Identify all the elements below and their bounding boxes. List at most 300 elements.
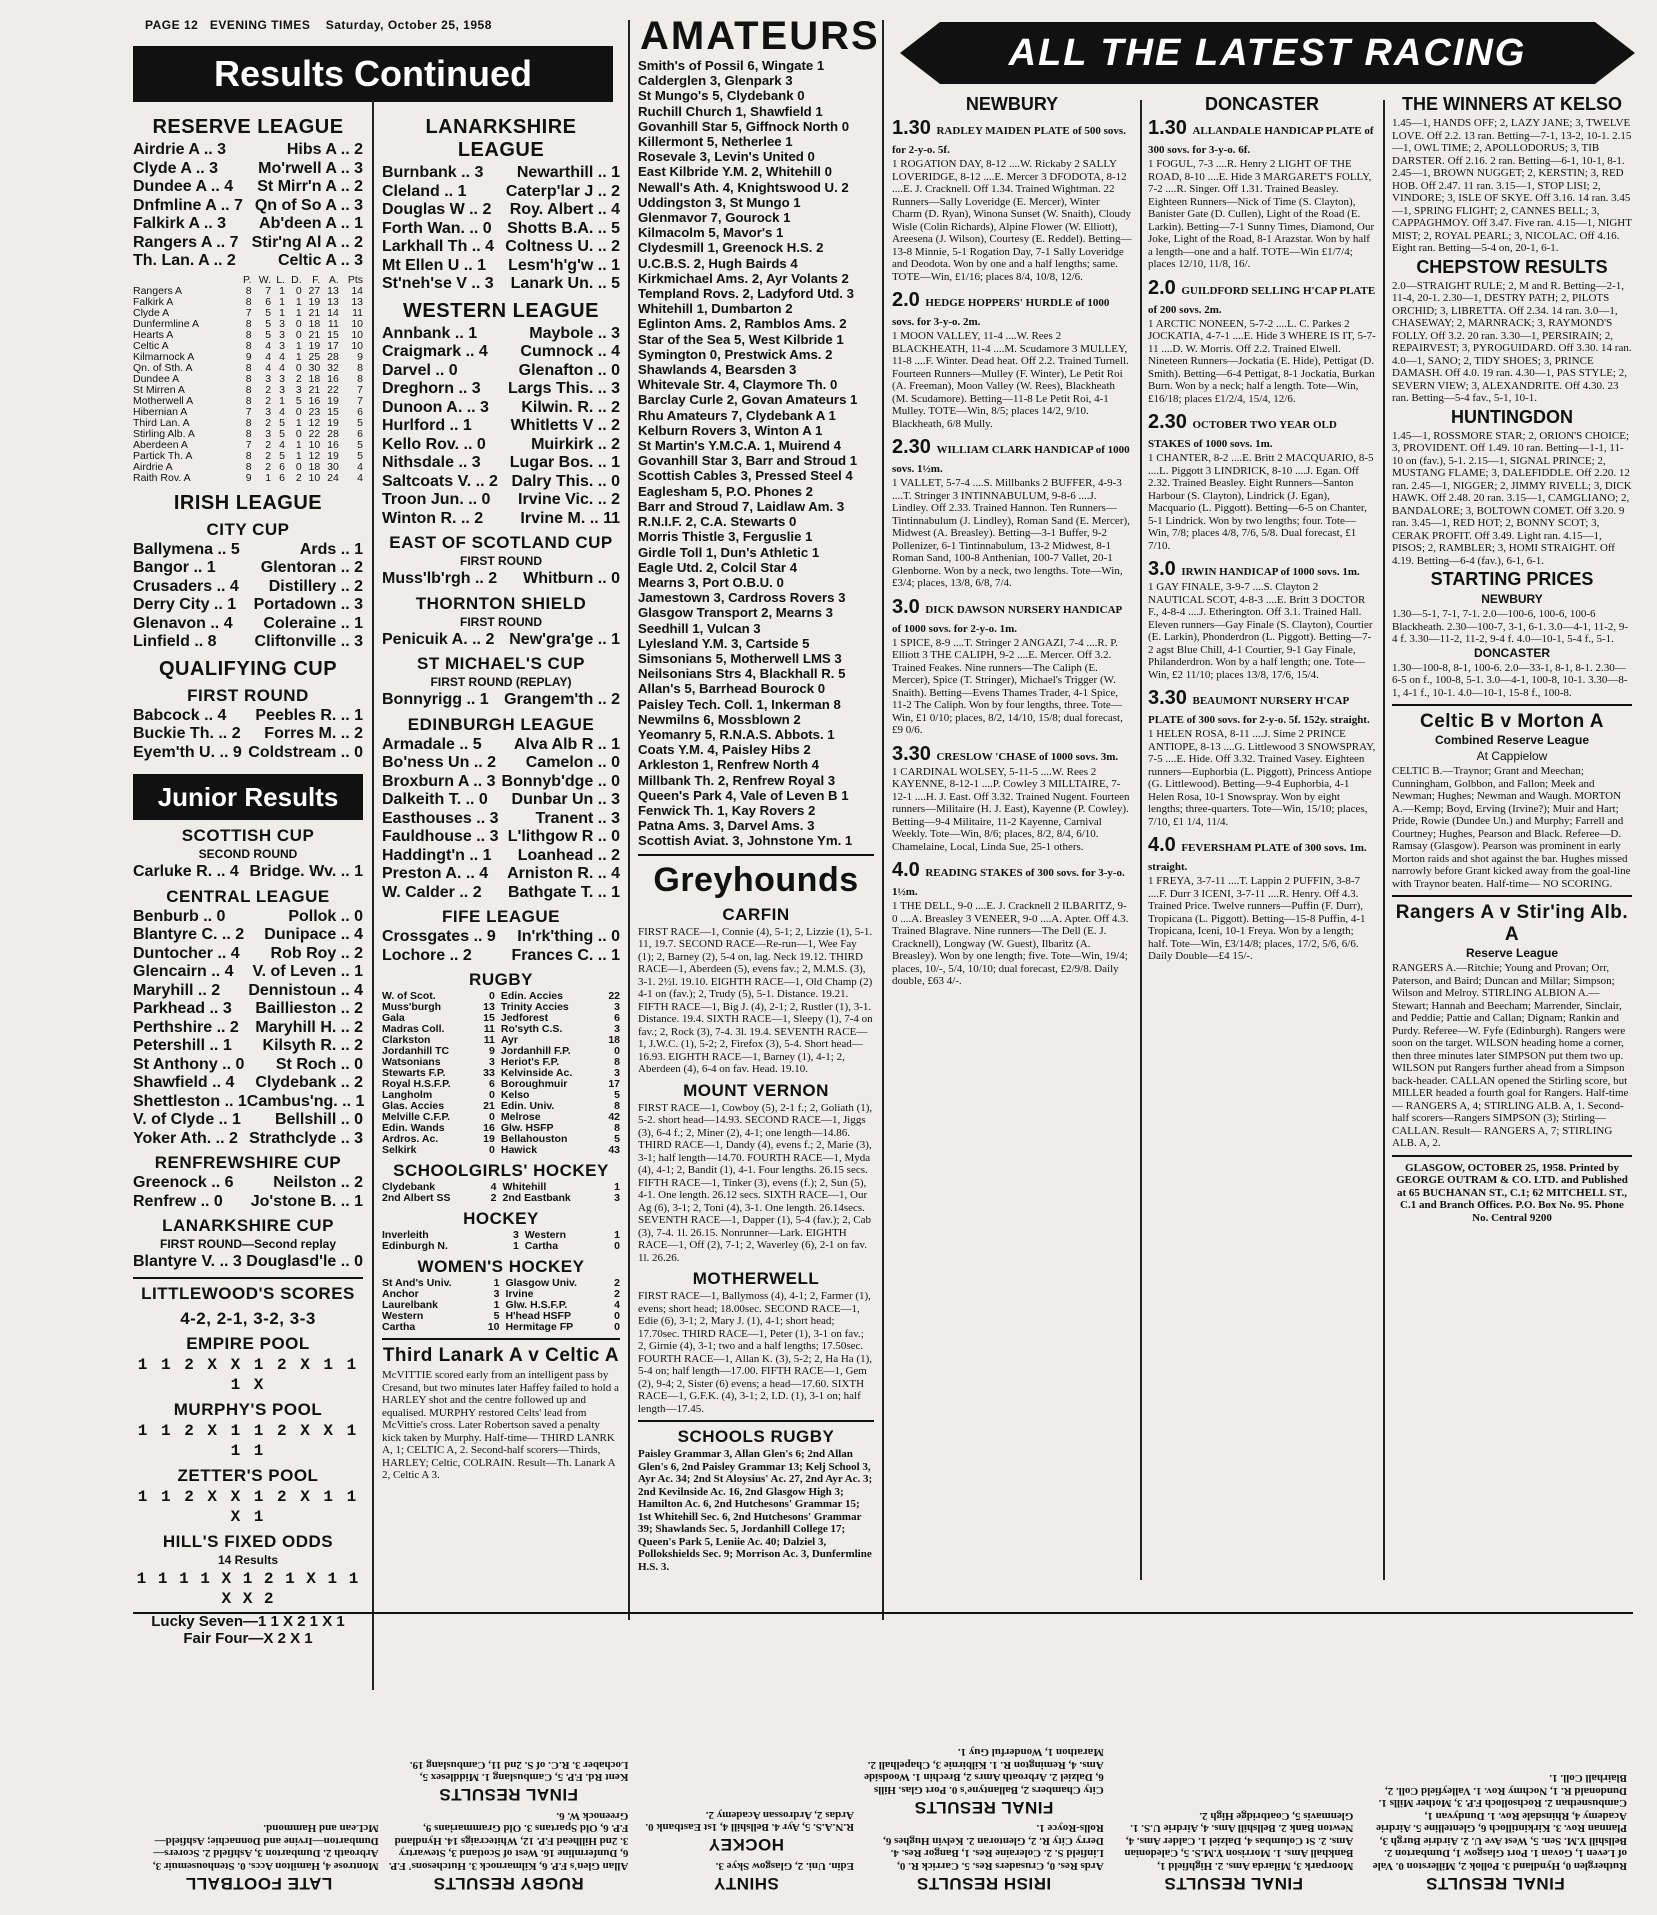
away-team: Distillery .. 2: [268, 577, 363, 595]
table-cell: 1: [279, 295, 285, 308]
away-team: Neilston .. 2: [273, 1174, 363, 1191]
table-cell: 1: [279, 306, 285, 319]
irish-league-results: [133, 541, 363, 652]
result-row: [382, 773, 620, 792]
table-cell: 4: [279, 438, 285, 451]
table-cell: 15: [327, 328, 339, 341]
home-team: Preston A. .. 4: [382, 865, 489, 882]
edinburgh-league-results: [382, 736, 620, 903]
stop-col-5: [389, 1620, 629, 1898]
away-team: Trinity Accies: [500, 1001, 569, 1013]
away-team: Caterp'lar J .. 2: [505, 182, 620, 200]
result-row: [133, 615, 363, 634]
home-score: 21: [483, 1100, 495, 1112]
amateur-result: St Martin's Y.M.C.A. 1, Muirend 4: [638, 438, 841, 454]
result-row: [382, 1241, 620, 1252]
table-cell: 8: [245, 460, 252, 473]
home-team: Douglas W .. 2: [382, 201, 492, 218]
home-score: 1: [493, 1277, 500, 1289]
home-team: Clarkston: [382, 1034, 431, 1046]
table-cell: 22: [308, 427, 321, 440]
away-team: Hibs A .. 2: [286, 141, 363, 158]
home-score: 11: [483, 1034, 495, 1046]
result-row: [382, 570, 620, 589]
sp-doncaster-title: DONCASTER: [1473, 645, 1550, 660]
home-team: Buckie Th. .. 2: [133, 725, 241, 742]
amateur-result: Simsonians 5, Motherwell LMS 3: [638, 650, 842, 666]
away-score: 5: [614, 1133, 620, 1145]
column-newbury: [892, 92, 1132, 1612]
race-report: 1 SPICE, 8-9 ....T. Stringer 2 ANGAZI, 7-4 ....R. P. Elliott 3 THE CALIPH, 9-2 ....E. Mercer. Off 3.2. Trained Feakes. Nine runners—The Caliph (E. Mercer), Spice (T. Stringer), Michael's Trigger (W. Snaith). Betting—Evens Thames Trader, 4-1 Spice, 11-2 The Caliph. Won by four lengths, three. Tote—Win, £1 0/10; places, 8/2, 14/10, 15/8; dual forecast, £9 0/6.: [892, 636, 1123, 736]
home-team: Stewarts F.P.: [382, 1067, 446, 1079]
result-row: [133, 252, 363, 271]
table-cell: 3: [279, 317, 285, 330]
result-row: [133, 215, 363, 234]
amateur-result: Rosevale 3, Levin's United 0: [638, 149, 815, 165]
result-row: [133, 1037, 363, 1056]
result-row: [382, 1322, 620, 1333]
result-row: [133, 578, 363, 597]
racing-banner-text: ALL THE LATEST RACING: [1008, 32, 1527, 74]
home-team: Haddingt'n .. 1: [382, 846, 492, 864]
table-cell: 13: [351, 295, 363, 308]
away-team: New'gra'ge .. 1: [509, 630, 620, 648]
home-team: Dundee A .. 4: [133, 178, 234, 195]
page-number: PAGE 12: [145, 18, 199, 32]
table-cell: 0: [295, 405, 302, 418]
amateur-result: Lylesland Y.M. 3, Cartside 5: [638, 635, 810, 651]
zetter-pool-title: ZETTER'S POOL: [177, 1465, 319, 1485]
table-cell: Kilmarnock A: [133, 350, 195, 363]
amateur-result: Rhu Amateurs 7, Clydebank A 1: [638, 407, 836, 423]
home-team: Penicuik A. .. 2: [382, 630, 495, 648]
away-team: Maybole .. 3: [529, 324, 620, 342]
home-team: Linfield .. 8: [133, 633, 217, 650]
home-team: St Anthony .. 0: [133, 1055, 245, 1073]
away-team: Coleraine .. 1: [263, 614, 363, 632]
race-time: 3.0: [1148, 558, 1182, 580]
st-michaels-results: [382, 691, 620, 710]
city-cup-title: CITY CUP: [206, 519, 290, 539]
amateur-result: Shawlands 4, Bearsden 3: [638, 362, 797, 378]
home-team: Edin. Wands: [382, 1122, 445, 1134]
home-team: Cleland .. 1: [382, 182, 467, 200]
table-cell: 7: [245, 438, 252, 451]
third-lanark-title: Third Lanark A v Celtic A: [382, 1345, 620, 1366]
away-team: Rob Roy .. 2: [270, 944, 363, 962]
table-cell: 3: [295, 383, 302, 396]
table-cell: Airdrie A: [133, 460, 173, 473]
table-cell: 11: [327, 317, 339, 330]
result-row: [382, 380, 620, 399]
away-score: 8: [614, 1056, 620, 1068]
lanarkshire-cup-title: LANARKSHIRE CUP: [162, 1216, 334, 1235]
table-row: [133, 374, 363, 385]
table-cell: 8: [245, 328, 252, 341]
table-cell: 18: [308, 372, 321, 385]
home-team: Airdrie A .. 3: [133, 141, 227, 158]
home-score: 3: [512, 1229, 519, 1241]
away-team: Kilwin. R. .. 2: [521, 398, 620, 416]
away-score: 17: [608, 1078, 620, 1090]
column-rule: [882, 20, 884, 1620]
central-league-title: CENTRAL LEAGUE: [166, 886, 330, 906]
east-scotland-round: FIRST ROUND: [460, 554, 542, 568]
home-team: Darvel .. 0: [382, 361, 458, 379]
away-team: Whitletts V .. 2: [510, 417, 620, 434]
result-row: [382, 491, 620, 510]
western-league-title: WESTERN LEAGUE: [403, 299, 599, 322]
amateur-result: Paisley Tech. Coll. 1, Inkerman 8: [638, 696, 841, 712]
away-team: Irvine M. .. 11: [520, 509, 620, 527]
home-team: Babcock .. 4: [133, 706, 227, 724]
sp-doncaster: 1.30—100-8, 8-1, 100-6. 2.0—33-1, 8-1, 8-1. 2.30—6-5 on f., 100-8, 5-1. 3.0—4-1, 100-8, 10-1. 3.30—8-1, 4-1 f., 10-1. 4.0—10-1, 15-8 f., 100-8.: [1392, 661, 1628, 699]
away-team: Heriot's F.P.: [500, 1056, 560, 1068]
away-team: Glentoran .. 2: [260, 559, 363, 576]
race-title: READING STAKES of 300 sovs. for 3-y-o. 1½m.: [892, 867, 1125, 898]
home-team: Larkhall Th .. 4: [382, 238, 495, 255]
amateur-result: Glasgow Transport 2, Mearns 3: [638, 605, 833, 621]
away-team: Ab'deen A .. 1: [259, 215, 363, 232]
result-row: [133, 863, 363, 882]
qualifying-cup-title: QUALIFYING CUP: [158, 657, 338, 680]
table-cell: 1: [295, 339, 302, 352]
home-team: Dnfmline A .. 7: [133, 196, 243, 214]
table-cell: 19: [327, 394, 339, 407]
chepstow-results: 2.0—STRAIGHT RULE; 2, M and R. Betting—2-1, 11-4, 20-1. 2.30—1, DESTRY PATH; 2, PILOTS ORCHID; 3, LIBRETTA. Off 2.34. 14 ran. 3.0—1, CHASEWAY; 2, MARNRACK; 3, RAYMOND'S FOLLY. Off 3.2. 20 ran. 3.30—1, PERSIRAIN; 2, REPAIRVEST; 3, PYROGUIDARD. Off 3.30. 14 ran. 4.0—1, SANO; 2, TIDY SHOES; 3, PRINCE DAMASH. Off 4.0. 19 ran. 4.30—1, PAS STYLE; 2, SEVERN VIEW; 3, ALEXANDRITE. Off 4.30. 23 ran. Betting—5-4 fav., 5-1, 10-1.: [1392, 279, 1632, 404]
table-cell: 19: [308, 295, 321, 308]
away-team: Forres M. .. 2: [264, 725, 363, 742]
littlewoods-title: LITTLEWOOD'S SCORES: [141, 1283, 355, 1303]
divider: [638, 1420, 874, 1422]
home-team: Parkhead .. 3: [133, 1000, 232, 1017]
away-score: 8: [614, 1122, 620, 1134]
away-team: Roy. Albert .. 4: [509, 201, 620, 218]
result-row: [133, 633, 363, 652]
home-team: Laurelbank: [382, 1299, 439, 1311]
table-cell: 1: [265, 471, 272, 484]
table-cell: 8: [245, 361, 252, 374]
home-team: Nithsdale .. 3: [382, 454, 481, 471]
table-row: [133, 297, 363, 308]
table-cell: 1: [295, 449, 302, 462]
table-row: [133, 407, 363, 418]
away-team: Coltness U. .. 2: [505, 238, 620, 255]
amateur-result: Killermont 5, Netherlee 1: [638, 134, 793, 150]
away-team: Loanhead .. 2: [517, 846, 620, 864]
hills-title: HILL'S FIXED ODDS: [162, 1531, 334, 1551]
home-team: Shawfield .. 4: [133, 1074, 235, 1091]
home-team: Burnbank .. 3: [382, 164, 484, 181]
table-cell: 8: [245, 449, 252, 462]
chepstow-title: CHEPSTOW RESULTS: [1416, 256, 1608, 277]
sp-newbury: 1.30—5-1, 7-1, 7-1. 2.0—100-6, 100-6, 100-6 Blackheath. 2.30—100-7, 3-1, 6-1. 3.0—4-1, 11-2, 9-4 f. 3.30—11-2, 11-2, 9-4 f. 4.0—10-1, 5-4 f., 5-1.: [1392, 608, 1629, 645]
away-team: H'head HSFP: [505, 1310, 571, 1322]
table-row: [133, 451, 363, 462]
column-6: [1392, 92, 1632, 1612]
home-team: W. Calder .. 2: [382, 883, 482, 901]
away-team: Ayr: [500, 1034, 518, 1046]
table-cell: 1: [295, 416, 302, 429]
amateur-result: Fenwick Th. 1, Kay Rovers 2: [638, 802, 816, 818]
table-cell: 8: [245, 339, 252, 352]
rangers-stirling-title: Rangers A v Stir'ing Alb. A: [1395, 902, 1629, 945]
race-time: 2.30: [1148, 411, 1193, 433]
table-cell: 24: [327, 471, 339, 484]
amateur-result: Barclay Curle 2, Govan Amateurs 1: [638, 392, 858, 408]
result-row: [133, 908, 363, 927]
away-team: Cliftonville .. 3: [254, 633, 363, 650]
table-cell: 28: [327, 350, 339, 363]
celtic-morton-place: At Cappielow: [1476, 749, 1548, 763]
result-row: [382, 791, 620, 810]
home-team: Hurlford .. 1: [382, 417, 472, 434]
page-folio: [145, 18, 492, 32]
race-header: [892, 859, 1132, 900]
column-3: [638, 58, 874, 1573]
renfrewshire-cup-title: RENFREWSHIRE CUP: [154, 1153, 342, 1172]
amateur-result: Queen's Park 4, Vale of Leven B 1: [638, 787, 849, 803]
home-team: Mt Ellen U .. 1: [382, 256, 487, 274]
table-cell: 3: [279, 383, 285, 396]
thornton-title: THORNTON SHIELD: [415, 593, 587, 613]
table-cell: 5: [357, 438, 363, 451]
result-row: [133, 178, 363, 197]
table-cell: 27: [308, 284, 321, 297]
table-row: [133, 429, 363, 440]
table-row: [133, 440, 363, 451]
result-row: [133, 1253, 363, 1272]
race-report: 1 GAY FINALE, 3-9-7 ....S. Clayton 2 NAUTICAL SCOT, 4-8-3 ....E. Britt 3 DOCTOR F., 4-8-4 ....J. Etherington. Off 3.1. Trained Hall. Eleven runners—Gay Finale (S. Clayton), Courtier (E. Larkin), Phonderdron (L. Piggott). Betting—7-2 agst Blue Chill, 4-1 Courtier, 9-1 Gay Finale, Philanderdron. Won by a half length; one. Tote—Win, £2 11/10; places 13/8, 17/6, 15/4.: [1148, 581, 1373, 681]
sp-newbury-title: NEWBURY: [1481, 592, 1543, 606]
kelso-results: 1.45—1, HANDS OFF; 2, LAZY JANE; 3, TWELVE LOVE. Off 2.2. 13 ran. Betting—7-1, 13-2, 10-1. 2.15—1, OWL TIME; 2, APOLLODORUS; 3, TIB DARSTER. Off 2.16. 2 ran. Betting—6-1, 10-1, 8-1. 2.45—1, BROWN NUGGET; 2, KERSTIN; 3, RED HOB. Off 2.47. 11 ran. 3.15—1, STOP LISI; 2, VINDORE; 3, ISLE OF SKYE. Off 3.16. 14 ran. 3.45—1, SPRING FLIGHT; 2, CANNES BELL; 3, CAPPAGHMOY. Off 3.47. Five ran. 4.15—1, NIGHT MIST; 2, ROYAL PEARL; 3, NICOLAC. Off 4.16. Eight ran. Betting—5-4 on, 20-1, 6-1.: [1392, 117, 1632, 254]
away-team: Peebles R. .. 1: [255, 706, 363, 724]
thornton-round: FIRST ROUND: [460, 614, 542, 629]
home-team: V. of Clyde .. 1: [133, 1111, 241, 1128]
amateur-result: Uddingston 3, St Mungo 1: [638, 194, 801, 210]
amateur-result: U.C.B.S. 2, Hugh Bairds 4: [638, 255, 798, 271]
amateur-result: Clydesmill 1, Greenock H.S. 2: [638, 240, 824, 256]
race-time: 3.30: [892, 742, 937, 765]
amateur-result: Eaglesham 5, P.O. Phones 2: [638, 483, 813, 499]
rangers-stirling-sub: Reserve League: [1465, 946, 1559, 960]
table-cell: 10: [308, 438, 321, 451]
huntingdon-title: HUNTINGDON: [1451, 406, 1573, 427]
lanarkshire-league-title: LANARKSHIRE LEAGUE: [425, 116, 577, 161]
divider: [638, 854, 874, 856]
away-team: Jo'stone B. .. 1: [250, 1192, 363, 1210]
table-cell: 0: [295, 328, 302, 341]
amateur-result: Whitehill 1, Dumbarton 2: [638, 301, 793, 317]
race-header: [892, 117, 1132, 158]
fife-league-results: [382, 928, 620, 965]
stop-press-strip: [133, 1612, 1633, 1904]
hockey-title: HOCKEY: [463, 1209, 539, 1228]
away-team: Portadown .. 3: [253, 596, 363, 613]
result-row: [133, 744, 363, 763]
home-team: Dunoon A. .. 3: [382, 398, 489, 416]
table-cell: 9: [245, 350, 252, 363]
race-header: [1148, 834, 1376, 875]
race-header: [892, 289, 1132, 330]
table-cell: 1: [279, 284, 285, 297]
away-team: Dalry This. .. 0: [511, 472, 620, 490]
table-cell: 2: [295, 372, 302, 385]
table-cell: 14: [351, 284, 363, 297]
mount-vernon-title: MOUNT VERNON: [683, 1080, 829, 1100]
away-team: Shotts B.A. .. 5: [507, 219, 620, 237]
amateur-result: Jamestown 3, Cardross Rovers 3: [638, 590, 846, 606]
result-row: [382, 275, 620, 294]
away-score: 1: [614, 1229, 620, 1241]
amateur-results: [638, 58, 874, 849]
home-score: 4: [490, 1181, 497, 1193]
away-team: Boroughmuir: [500, 1078, 568, 1090]
table-cell: 2: [265, 383, 272, 396]
empire-pool-title: EMPIRE POOL: [186, 1333, 310, 1353]
amateur-result: Govanhill Star 5, Giffnock North 0: [638, 118, 850, 134]
home-team: Th. Lan. A .. 2: [133, 252, 236, 269]
table-cell: 3: [279, 372, 285, 385]
home-team: Watsonians: [382, 1056, 441, 1068]
result-row: [382, 417, 620, 436]
away-team: Camelon .. 0: [525, 754, 620, 771]
racing-banner: [900, 22, 1635, 84]
st-michaels-title: ST MICHAEL'S CUP: [417, 654, 585, 673]
result-row: [382, 238, 620, 257]
table-cell: 2: [295, 471, 302, 484]
race-card: [1148, 277, 1376, 406]
race-title: ALLANDALE HANDICAP PLATE of 300 sovs. for 3-y-o. 6f.: [1148, 125, 1374, 156]
table-header-cell: [133, 275, 238, 286]
table-cell: Raith Rov. A: [133, 471, 191, 484]
home-team: Perthshire .. 2: [133, 1018, 239, 1036]
rugby-results: [382, 991, 620, 1156]
result-row: [133, 1130, 363, 1149]
away-team: Bonnyb'dge .. 0: [501, 772, 620, 790]
race-report: 1 CHANTER, 8-2 ....E. Britt 2 MACQUARIO, 8-5 ....L. Piggott 3 LINDRICK, 8-10 ....J. Egan. Off 2.32. Trained Beasley. Eight Runners—Santon Harbour (S. Clayton), Lindrick (J. Egan), Macquario (L. Piggott). Betting—6-5 on Chanter, 5-1 Lindrick. Won by two lengths; four. Tote—Win, 7/8; places 4/8, 7/6, 5/8. Dual forecast, £1 7/10.: [1148, 452, 1374, 552]
result-row: [382, 1193, 620, 1204]
away-team: In'rk'thing .. 0: [517, 928, 620, 945]
table-cell: 6: [279, 460, 285, 473]
amateur-result: R.N.I.F. 2, C.A. Stewarts 0: [638, 514, 797, 530]
amateur-result: Symington 0, Prestwick Ams. 2: [638, 346, 833, 362]
race-time: 3.30: [1148, 687, 1193, 709]
sp-final-results-3-title: FINAL RESULTS: [914, 1798, 1054, 1817]
table-cell: 28: [327, 427, 339, 440]
home-team: Yoker Ath. .. 2: [133, 1129, 238, 1147]
result-row: [133, 141, 363, 160]
sp-rugby-title: RUGBY RESULTS: [433, 1874, 584, 1893]
sp-shinty-title: SHINTY: [713, 1874, 779, 1893]
lanarkshire-league-results: [382, 164, 620, 294]
table-cell: 4: [265, 361, 272, 374]
away-team: L'lithgow R .. 0: [507, 828, 620, 845]
table-cell: 7: [245, 405, 252, 418]
away-score: 18: [608, 1034, 620, 1046]
away-team: St Mirr'n A .. 2: [257, 178, 363, 195]
result-row: [382, 754, 620, 773]
home-team: Lochore .. 2: [382, 946, 472, 964]
table-cell: 9: [245, 471, 252, 484]
result-row: [133, 596, 363, 615]
race-time: 2.30: [892, 436, 937, 458]
home-team: Clyde A .. 3: [133, 159, 219, 177]
race-card: [892, 596, 1132, 737]
table-cell: 7: [357, 383, 363, 396]
womens-hockey-results: [382, 1278, 620, 1333]
third-lanark-body: McVITTIE scored early from an intelligent pass by Cresand, but two minutes later Haffey failed to hold a HARLEY shot and the centre followed up and equalised. MURPHY restored Celts' lead from McVittie's cross. Later Robertson saved a penalty kick taken by Murphy. Half-time— THIRD LANRK A, 1; CELTIC A, 2. Second-half scorers—Thirds, HARLEY; Celtic, COLRAIN. Result—Th. Lanark A 2, Celtic A 3.: [382, 1369, 619, 1481]
home-team: St'neh'se V .. 3: [382, 275, 494, 292]
home-team: Blantyre V. .. 3: [133, 1253, 242, 1270]
home-score: 16: [483, 1122, 495, 1134]
table-cell: 8: [245, 383, 252, 396]
amateur-result: Templand Rovs. 2, Ladyford Utd. 3: [638, 286, 854, 302]
table-cell: 15: [327, 405, 339, 418]
away-team: Pollok .. 0: [288, 907, 363, 925]
edinburgh-league-title: EDINBURGH LEAGUE: [407, 714, 595, 734]
away-team: Jedforest: [500, 1012, 549, 1024]
table-header-cell: W.: [258, 273, 272, 286]
amateur-result: Kirkmichael Ams. 2, Ayr Volants 2: [638, 270, 849, 286]
race-title: GUILDFORD SELLING H'CAP PLATE of 200 sovs. 2m.: [1148, 284, 1376, 316]
column-rule: [628, 20, 630, 1620]
huntingdon-results: 1.45—1, ROSSMORE STAR; 2, ORION'S CHOICE; 3, PROVIDENT. Off 1.49. 10 ran. Betting—1-1, 11-10 on (fav.), 5-1. 2.15—1, SIGNAL PRINCE; 2, MUSTANG FLAME; 3, DALEFIDDLE. Off 2.20. 12 ran. 2.45—1, NIGGER; 2, JIMMY RIVELL; 3, DICK HAWK. Off 2.48. 20 ran. 3.15—1, CAMGLIANO; 2, BANDALORE; 3, BOLTOWN COMET. Off 3.20. 9 ran. 3.45—1, RED HOT; 2, BONNY SCOT; 3, CERAK PROFIT. Off 3.49. Light ran. 4.15—1, PISOS; 2, RAMBLER; 3, HOMI STRAIGHT. Off 4.19. Betting—6-4 (fav.), 6-1, 6-1.: [1392, 429, 1632, 567]
away-team: Irvine Vic. .. 2: [518, 491, 620, 508]
home-score: 6: [489, 1078, 495, 1090]
away-score: 3: [614, 1001, 620, 1013]
hockey-results: [382, 1230, 620, 1252]
stop-col-4: [638, 1620, 854, 1898]
amateur-result: Kilmacolm 5, Mavor's 1: [638, 225, 784, 241]
greyhounds-heading: Greyhounds: [653, 860, 859, 899]
away-score: 22: [608, 990, 620, 1002]
table-cell: 5: [357, 449, 363, 462]
result-row: [382, 325, 620, 344]
home-team: W. of Scot.: [382, 990, 436, 1002]
race-card: [1148, 117, 1376, 271]
divider: [1392, 895, 1632, 897]
table-header-cell: F.: [312, 273, 321, 286]
table-row: [133, 473, 363, 484]
race-time: 1.30: [1148, 117, 1193, 139]
home-team: Dreghorn .. 3: [382, 380, 481, 397]
womens-hockey-title: WOMEN'S HOCKEY: [417, 1257, 585, 1276]
home-team: Western: [382, 1310, 424, 1322]
starting-prices-title: STARTING PRICES: [1430, 569, 1594, 589]
table-cell: 11: [352, 306, 363, 319]
home-team: Maryhill .. 2: [133, 981, 221, 999]
amateur-result: St Mungo's 5, Clydebank 0: [638, 88, 805, 104]
sp-final-results-4-title: FINAL RESULTS: [438, 1785, 578, 1805]
result-row: [133, 1174, 363, 1193]
home-team: Cartha: [382, 1321, 416, 1333]
home-team: Ardros. Ac.: [382, 1133, 439, 1145]
race-card: [1148, 411, 1376, 552]
home-score: 33: [483, 1067, 495, 1079]
result-row: [382, 1145, 620, 1156]
motherwell-results: FIRST RACE—1, Ballymoss (4), 4-1; 2, Farmer (1), evens; short head; 18.00sec. SECOND RACE—1, Edie (6), 3-1; 2, Mary J. (1), 4-1; short head; 17.70sec. THIRD RACE—1, Peter (1), 3-1 on fav.; 2, Girnie (4), 3-1; two and a half lengths; 17.50sec. FOURTH RACE—1, Allan K. (3), 5-2; 2, Ha Ha (1), 5-4 on; half length—17.00. FIFTH RACE—1, Gem (2), 9-4; 2, Sister (6) evens; a head—17.60. SIXTH RACE—1, G.F.K. (4), 3-1; 2, I.D. (1), 3-1 on; half length—17.45.: [638, 1290, 872, 1415]
table-cell: 8: [245, 427, 252, 440]
home-score: 19: [483, 1133, 495, 1145]
table-cell: 2: [265, 460, 272, 473]
amateur-result: Scottish Cables 3, Pressed Steel 4: [638, 468, 853, 484]
table-cell: 25: [308, 350, 321, 363]
away-score: 0: [614, 1045, 620, 1057]
amateur-result: Eglinton Ams. 2, Ramblos Ams. 2: [638, 316, 847, 332]
away-team: Frances C. .. 1: [511, 946, 620, 964]
result-row: [382, 884, 620, 903]
